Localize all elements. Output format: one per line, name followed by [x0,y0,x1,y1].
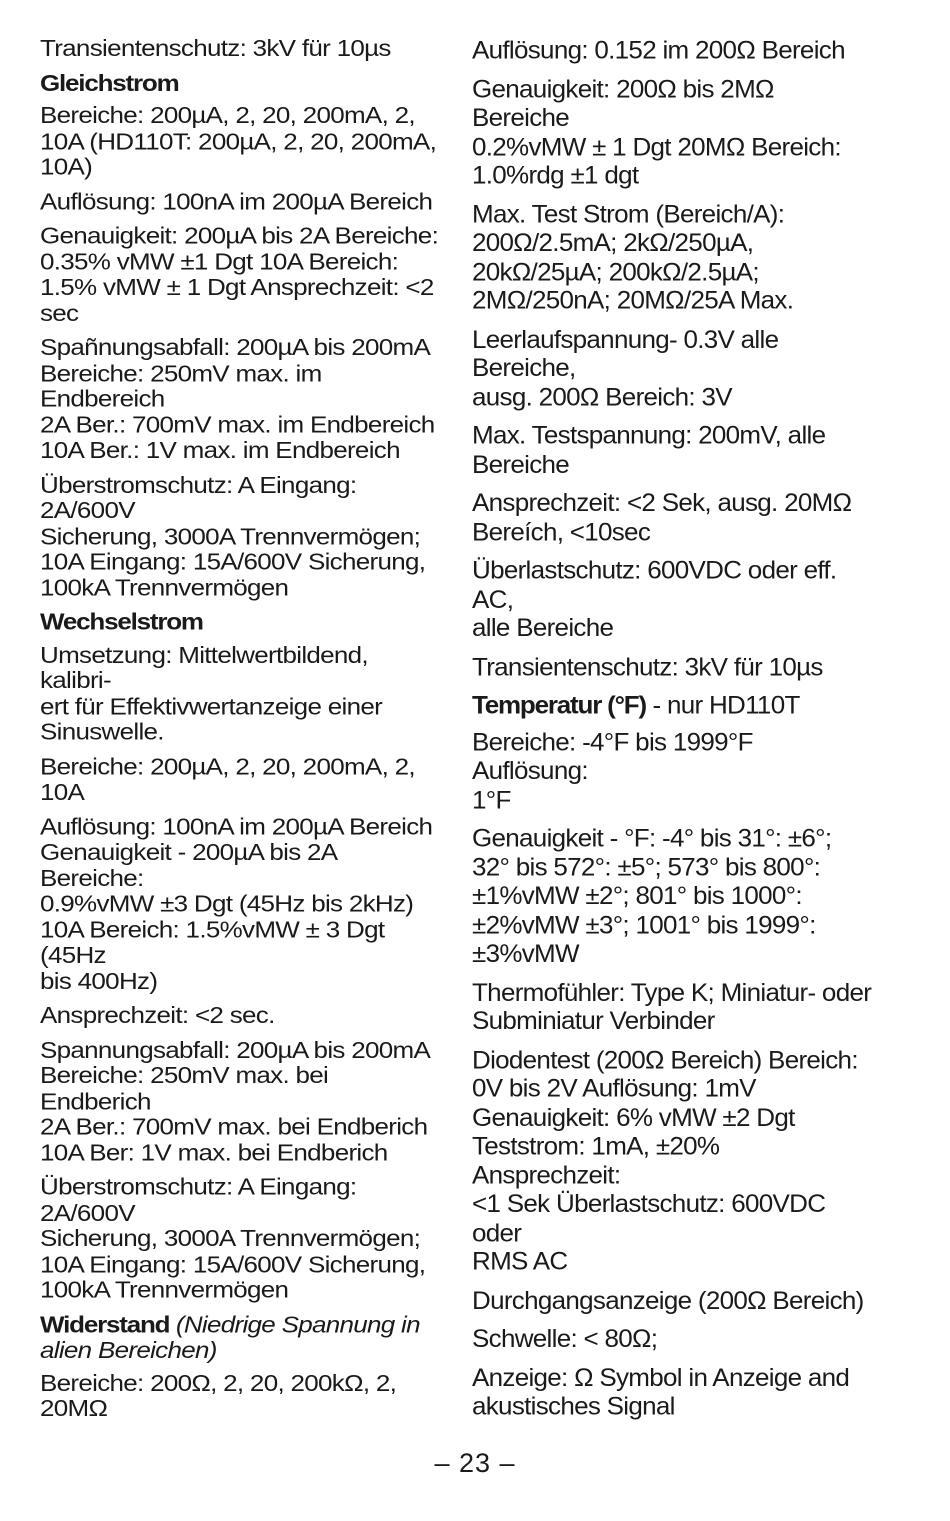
transient-protection-text: Transientenschutz: 3kV für 10µs [40,35,391,62]
ac-current-heading: Wechselstrom [40,608,203,635]
open-circuit-voltage-text: Leerlaufspannung- 0.3V alle Bereiche, ausg. 200Ω Bereich: 3V [472,323,779,411]
resistance-ranges-text: Bereiche: 200Ω, 2, 20, 200kΩ, 2, 20MΩ [40,1369,397,1422]
temperature-heading [472,691,872,720]
ac-ranges-text: Bereiche: 200µA, 2, 20, 200mA, 2, 10A [40,753,415,805]
max-test-current-text: Max. Test Strom (Bereich/A): 200Ω/2.5mA; 2kΩ/250µA, 20kΩ/25µA; 200kΩ/2.5µA; 2MΩ/250nA; 20MΩ/25A Max. [472,198,794,315]
dc-voltage-drop-text: Spañnungsabfall: 200µA bis 200mA Bereiche: 250mV max. im Endbereich 2A Ber.: 700mV max. im Endbereich 10A Ber.: 1V max. im Endbereich [40,334,435,464]
temperature-ranges-text: Bereiche: -4°F bis 1999°F Auflösung: 1°F [472,726,753,814]
resistance-accuracy-text: Genauigkeit: 200Ω bis 2MΩ Bereiche 0.2%vMW ± 1 Dgt 20MΩ Bereich: 1.0%rdg ±1 dgt [472,73,841,190]
ac-response-time-text: Ansprechzeit: <2 sec. [40,1002,275,1029]
threshold-text: Schwelle: < 80Ω; [472,1323,658,1353]
resistance-heading [40,1312,440,1363]
indicator-text: Anzeige: Ω Symbol in Anzeige and akustisches Signal [472,1362,850,1421]
dc-current-heading: Gleichstrom [40,69,179,96]
resistance-heading-note: (Niedrige Spannung in alien Bereichen) [40,1311,420,1363]
max-test-voltage-text: Max. Testspannung: 200mV, alle Bereiche [472,420,826,479]
diode-test-text: Diodentest (200Ω Bereich) Bereich: 0V bis 2V Auflösung: 1mV Genauigkeit: 6% vMW ±2 Dgt Teststrom: 1mA, ±20% Ansprechzeit: <1 Sek Überlastschutz: 600VDC oder RMS AC [472,1044,858,1276]
resistance-response-time-text: Ansprechzeit: <2 Sek, ausg. 20MΩ Bereích, <10sec [472,487,852,546]
resistance-resolution-text: Auflösung: 0.152 im 200Ω Bereich [472,35,845,65]
dc-resolution-text: Auflösung: 100nA im 200µA Bereich [40,188,433,215]
continuity-text: Durchgangsanzeige (200Ω Bereich) [472,1284,864,1315]
ac-conversion-text: Umsetzung: Mittelwertbildend, kalibri- ert für Effektivwertanzeige einer Sinuswelle. [40,641,383,745]
temperature-heading-note: - nur HD110T [645,689,800,720]
right-column [472,36,872,1431]
ac-resolution-text: Auflösung: 100nA im 200µA Bereich [40,813,433,840]
ac-accuracy-text: Genauigkeit - 200µA bis 2A Bereiche: 0.9%vMW ±3 Dgt (45Hz bis 2kHz) 10A Bereich: 1.5%vMW ± 3 Dgt (45Hz bis 400Hz) [40,838,414,994]
left-column [40,36,440,1431]
ac-overcurrent-text: Überstromschutz: A Eingang: 2A/600V Sicherung, 3000A Trennvermögen; 10A Eingang: 15A/600V Sicherung, 100kA Trennvermögen [40,1173,426,1303]
page-number: – 23 – [434,1448,516,1478]
dc-overcurrent-text: Überstromschutz: A Eingang: 2A/600V Sicherung, 3000A Trennvermögen; 10A Eingang: 15A/600V Sicherung, 100kA Trennvermögen [40,471,426,601]
ac-voltage-drop-text: Spannungsabfall: 200µA bis 200mA Bereiche: 250mV max. bei Endberich 2A Ber.: 700mV max. bei Endberich 10A Ber: 1V max. bei Endberich [40,1036,431,1166]
resistance-heading-title: Widerstand [40,1311,170,1338]
dc-ranges-text: Bereiche: 200µA, 2, 20, 200mA, 2, 10A (HD110T: 200µA, 2, 20, 200mA, 10A) [40,102,437,180]
temperature-accuracy-text: Genauigkeit - °F: -4° bis 31°: ±6°; 32° bis 572°: ±5°; 573° bis 800°: ±1%vMW ±2°; 801° bis 1000°: ±2%vMW ±3°; 1001° bis 1999°: ±3%vMW [472,822,832,968]
thermocouple-text: Thermofühler: Type K; Miniatur- oder Subminiatur Verbinder [472,976,872,1036]
dc-accuracy-text: Genauigkeit: 200µA bis 2A Bereiche: 0.35% vMW ±1 Dgt 10A Bereich: 1.5% vMW ± 1 Dgt Ansprechzeit: <2 sec [40,222,439,326]
temperature-heading-title: Temperatur (°F) [472,689,646,720]
resistance-transient-text: Transientenschutz: 3kV für 10µs [472,651,823,681]
overload-protection-text: Überlastschutz: 600VDC oder eff. AC, alle Bereiche [472,555,837,643]
